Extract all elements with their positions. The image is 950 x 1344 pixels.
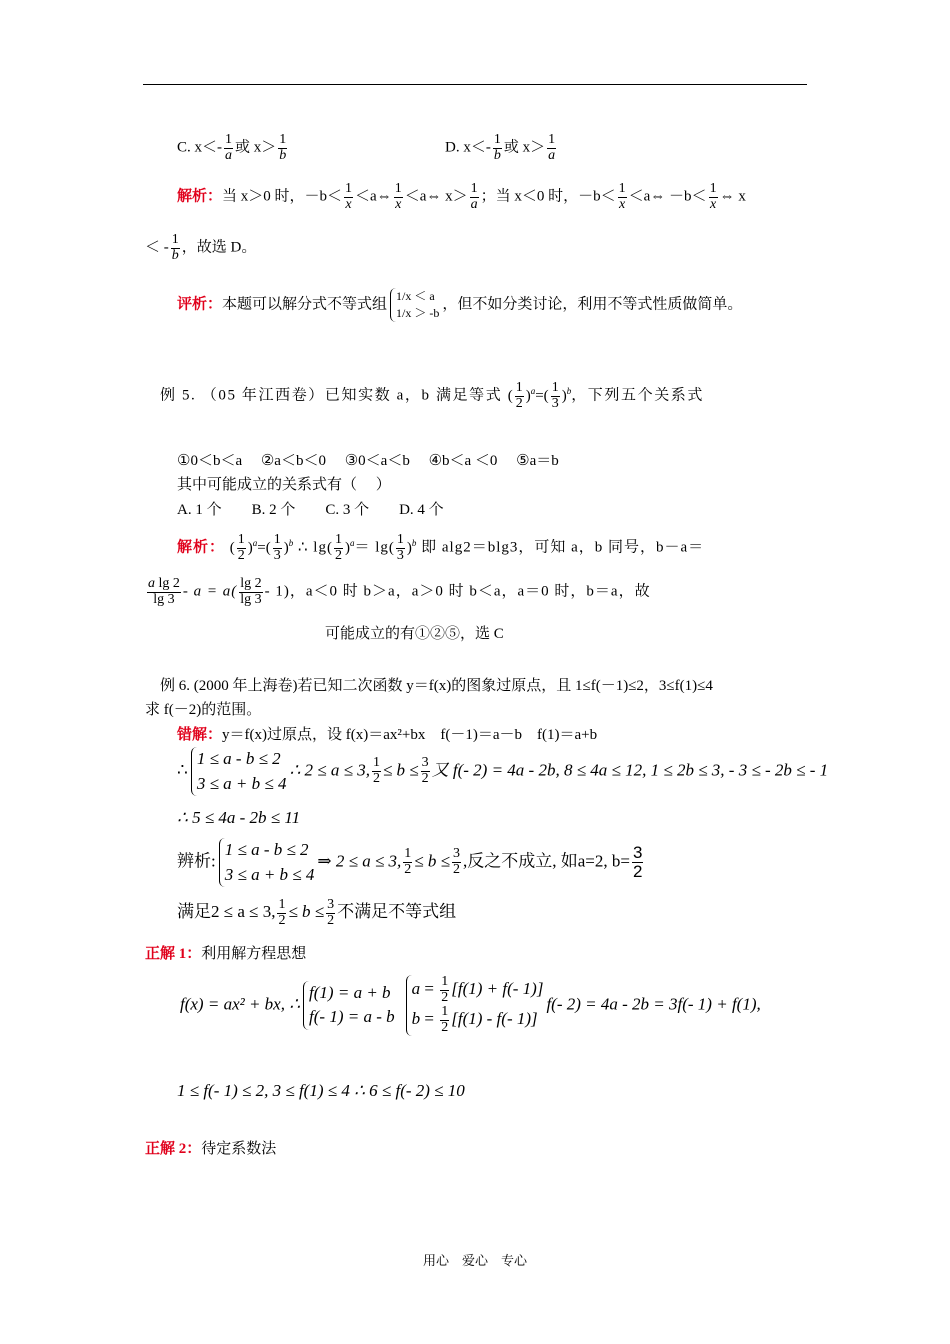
correct-solution-1-result: 1 ≤ f(- 1) ≤ 2, 3 ≤ f(1) ≤ 4 ∴ 6 ≤ f(- 2) ≤ 10: [177, 1081, 465, 1100]
discrimination-line-2: 满足2 ≤ a ≤ 3, $\frac{1}{2}$ ≤ b ≤ $\frac{3}{2}$ 不满足不等式组: [177, 897, 457, 928]
header-rule: [143, 84, 807, 85]
option-c: C. x＜- $\frac{1}{a}$ 或 x＞ $\frac{1}{b}$: [177, 132, 287, 163]
correct-solution-1-math: f(x) = ax² + bx, ∴ f(1) = a + b f(- 1) = a - b a = $\frac{1}{2}$ [f(1) + f(- 1)] b = $\frac{1}{2}$ [f(1) - f(- 1)] f(- 2) = 4a - 2b = 3f(- 1) + f(1),: [180, 974, 761, 1036]
example-6-stem: 例 6. (2000 年上海卷)若已知二次函数 y＝f(x)的图象过原点，且 1≤f(－1)≤2，3≤f(1)≤4: [160, 678, 713, 694]
option-d: D. x＜- $\frac{1}{b}$ 或 x＞ $\frac{1}{a}$: [445, 132, 556, 163]
analysis-line-2: ＜ - $\frac{1}{b}$ ，故选 D。: [145, 232, 257, 263]
wrong-solution-math: ∴ 1 ≤ a - b ≤ 2 3 ≤ a + b ≤ 4 ∴ 2 ≤ a ≤ 3, $\frac{1}{2}$ ≤ b ≤ $\frac{3}{2}$ 又 f(- 2) = 4a - 2b, 8 ≤ 4a ≤ 12, 1 ≤ 2b ≤ 3, - 3 ≤ - 2b ≤ - 1: [177, 747, 828, 796]
example-5-choices: A. 1 个 B. 2 个 C. 3 个 D. 4 个: [177, 502, 444, 518]
wrong-solution-result: ∴ 5 ≤ 4a - 2b ≤ 11: [177, 808, 301, 827]
example-5-conclusion: 可能成立的有①②⑤，选 C: [325, 626, 504, 642]
wrong-solution: 错解：y＝f(x)过原点，设 f(x)＝ax²+bx f(－1)＝a－b f(1)＝a+b: [177, 727, 598, 743]
example-5-relations: ①0＜b＜a ②a＜b＜0 ③0＜a＜b ④b＜a ＜0 ⑤a＝b: [177, 453, 559, 469]
example-6-stem-2: 求 f(－2)的范围。: [145, 702, 262, 718]
correct-solution-1: 正解 1：利用解方程思想: [145, 946, 307, 962]
page-footer: 用心 爱心 专心: [422, 1253, 527, 1268]
analysis-paragraph: 解析：当 x＞0 时，－b＜ $\frac{1}{x}$ ＜a⇔ $\frac{1}{x}$ ＜a⇔ x＞ $\frac{1}{a}$ ；当 x＜0 时，－b＜ $\frac{1}{x}$ ＜a⇔ －b＜ $\frac{1}{x}$ ⇔ x: [177, 181, 746, 212]
example-5-question: 其中可能成立的关系式有（ ）: [177, 477, 391, 493]
comment-paragraph: 评析：本题可以解分式不等式组 1/x ＜ a 1/x ＞ -b ，但不如分类讨论，利用不等式性质做简单。: [177, 289, 743, 321]
example-5-analysis: 解析： ( $\frac{1}{2}$ )$^a$=( $\frac{1}{3}$ )$^b$ ∴ lg( $\frac{1}{2}$ )$^a$＝ lg( $\frac{1}{3}$ )$^b$ 即 alg2＝blg3，可知 a，b 同号，b－a＝: [177, 532, 705, 563]
correct-solution-2: 正解 2：待定系数法: [145, 1141, 277, 1157]
example-5-stem: 例 5. （05 年江西卷）已知实数 a，b 满足等式 ( $\frac{1}{2}$ )$^a$=( $\frac{1}{3}$ )$^b$，下列五个关系式: [160, 380, 704, 411]
example-5-analysis-line-2: $\frac{\text{a lg 2}}{\lg 3}$ - a = a( $\frac{\lg 2}{\lg 3}$ - 1)，a＜0 时 b＞a，a＞0 时 b＜a，a＝0 时，b＝a，故: [148, 576, 651, 607]
discrimination: 辨析: 1 ≤ a - b ≤ 2 3 ≤ a + b ≤ 4 ⇒ 2 ≤ a ≤ 3, $\frac{1}{2}$ ≤ b ≤ $\frac{3}{2}$ ,反之不成立, 如a=2, b= $\frac{3}{2}$: [177, 838, 645, 887]
